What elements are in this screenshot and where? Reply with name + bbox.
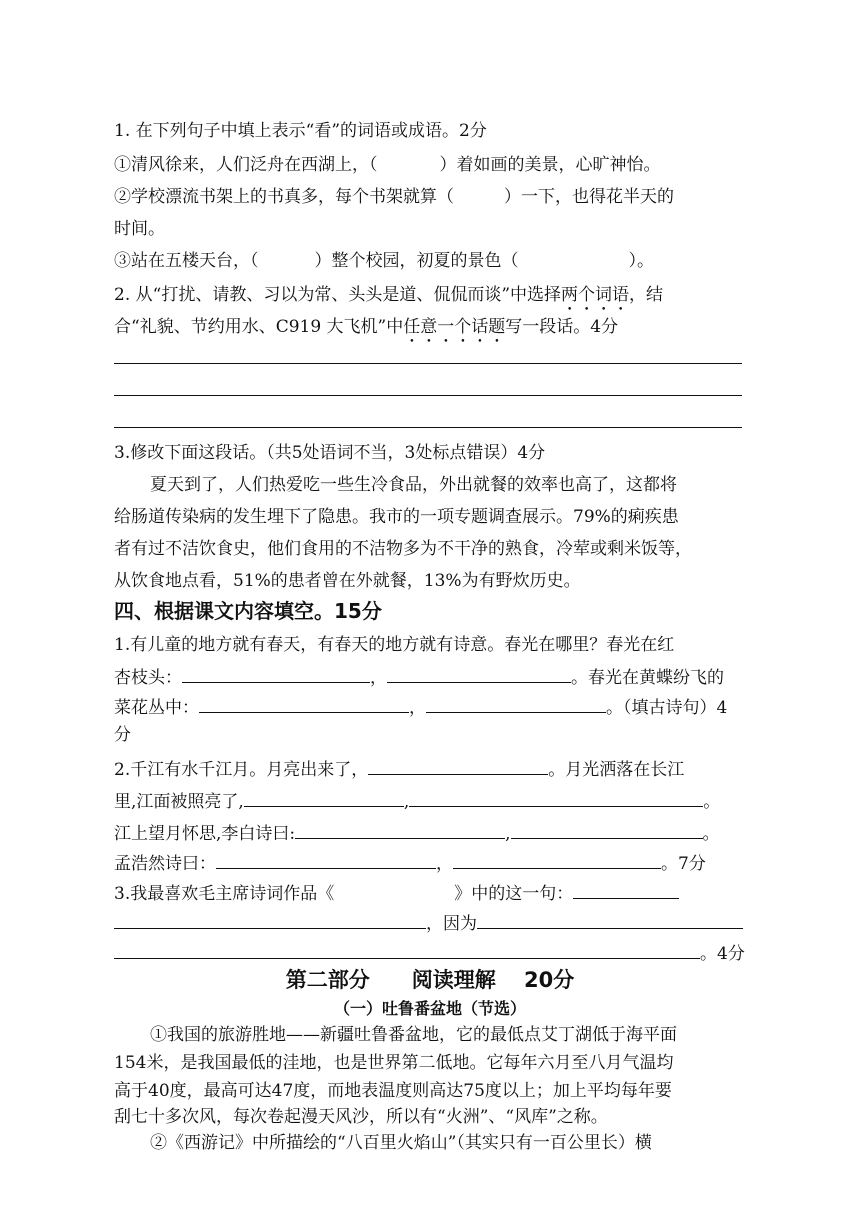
- s4-item2-line-4: [114, 850, 706, 875]
- s4-i3-l1-lead: 3.我最喜欢毛主席诗词作品《: [114, 884, 335, 904]
- s4-i1-blank-4[interactable]: [426, 694, 606, 713]
- s4-i2-blank-1[interactable]: [368, 756, 548, 775]
- s4-i2-l4-lead: 孟浩然诗曰：: [114, 854, 216, 874]
- s4-i2-blank-3[interactable]: [409, 788, 703, 807]
- s4-i2-l3-lead: 江上望月怀思,李白诗曰:: [114, 824, 296, 844]
- s4-i1-l2-label: 杏枝头：: [114, 668, 182, 688]
- q1-s3-part-b: ）整个校园，初夏的景色（: [314, 251, 519, 271]
- q3-paragraph-line-2: 给肠道传染病的发生埋下了隐患。我市的一项专题调查展示。79%的痢疾患: [114, 507, 679, 527]
- s4-i2-blank-2[interactable]: [244, 788, 404, 807]
- s4-i1-blank-3[interactable]: [199, 694, 409, 713]
- q3-paragraph-line-1: 夏天到了，人们热爱吃一些生冷食品，外出就餐的效率也高了，这都将: [150, 475, 677, 495]
- s4-i3-l1-mid: 》中的这一句：: [454, 884, 574, 904]
- q1-title: 1. 在下列句子中填上表示“看”的词语或成语。2分: [114, 121, 487, 141]
- q2-emphasis-two-words: 两个词语: [561, 285, 630, 305]
- s4-i2-l3-tail: 。: [702, 824, 720, 844]
- s4-i2-l2-comma: ,: [403, 792, 410, 812]
- s4-i2-blank-7[interactable]: [453, 850, 661, 869]
- q1-sentence-2: [114, 186, 674, 208]
- s4-item3-line-3: [114, 940, 745, 965]
- s4-item2-line-3: [114, 820, 720, 845]
- q1-s3-part-c: ）。: [628, 251, 654, 271]
- s4-i1-blank-1[interactable]: [182, 664, 370, 683]
- passage-p2-line-1: ②《西游记》中所描绘的“八百里火焰山”（其实只有一百公里长）横: [150, 1133, 652, 1153]
- q2-writing-line-3[interactable]: [114, 427, 742, 428]
- q1-s1-part-b: ）着如画的美景，心旷神怡。: [439, 155, 661, 175]
- q2-line2-part-b: 写一段话。4分: [505, 317, 619, 337]
- s4-i2-blank-6[interactable]: [216, 850, 436, 869]
- q2-line-1: [114, 284, 663, 315]
- s4-i1-l3-label: 菜花丛中：: [114, 698, 199, 718]
- q1-sentence-2-cont: 时间。: [114, 219, 165, 239]
- q3-paragraph-line-3: 者有过不洁饮食史，他们食用的不洁物多为不干净的熟食，冷荤或剩米饭等，: [114, 539, 692, 559]
- s4-i2-l1-lead: 2.千江有水千江月。月亮出来了，: [114, 760, 369, 780]
- q3-paragraph-line-4: 从饮食地点看，51%的患者曾在外就餐，13%为有野炊历史。: [114, 571, 581, 591]
- s4-item1-line-3: [114, 694, 727, 719]
- q1-s1-part-a: ①清风徐来，人们泛舟在西湖上，（: [114, 155, 378, 175]
- s4-i3-l3-tail: 。4分: [700, 944, 745, 964]
- s4-i1-blank-2[interactable]: [387, 664, 571, 683]
- passage-p1-line-1: ①我国的旅游胜地——新疆吐鲁番盆地，它的最低点艾丁湖低于海平面: [150, 1025, 677, 1045]
- q2-writing-line-2[interactable]: [114, 395, 742, 396]
- q2-line2-part-a: 合“礼貌、节约用水、C919 大飞机”中: [114, 317, 404, 337]
- q2-line1-part-a: 2. 从“打扰、请教、习以为常、头头是道、侃侃而谈”中选择: [114, 285, 562, 305]
- s4-i2-l4-tail: 。7分: [661, 854, 706, 874]
- q1-s3-part-a: ③站在五楼天台，（: [114, 251, 259, 271]
- s4-item2-line-2: [114, 788, 720, 813]
- s4-i1-l3-tail: 。（填古诗句）4: [606, 698, 728, 718]
- s4-i2-blank-4[interactable]: [295, 820, 505, 839]
- s4-i1-l2-tail: 。春光在黄蝶纷飞的: [571, 668, 724, 688]
- s4-i3-blank-3[interactable]: [477, 910, 743, 929]
- s4-item1-line-1: 1.有儿童的地方就有春天，有春天的地方就有诗意。春光在哪里？春光在红: [114, 635, 675, 655]
- s4-i2-l3-comma: ,: [505, 824, 511, 844]
- q1-sentence-3: [114, 250, 654, 272]
- s4-i3-l2-because: ，因为: [426, 914, 477, 934]
- q2-line1-part-b: ，结: [629, 285, 664, 305]
- passage-p1-line-2: 154米，是我国最低的洼地，也是世界第二低地。它每年六月至八月气温均: [114, 1053, 674, 1073]
- s4-i2-l4-comma: ，: [436, 854, 453, 874]
- q1-s2-part-b: ）一下，也得花半天的: [504, 187, 674, 207]
- q1-sentence-1: [114, 154, 661, 176]
- q1-s2-part-a: ②学校漂流书架上的书真多，每个书架就算（: [114, 187, 454, 207]
- s4-item3-line-2: [114, 910, 743, 935]
- q2-emphasis-any-topic: 任意一个话题: [403, 317, 506, 337]
- passage-p1-line-3: 高于40度，最高可达47度，而地表温度则高达75度以上；加上平均每年要: [114, 1081, 672, 1101]
- s4-i3-blank-1[interactable]: [573, 880, 679, 899]
- q2-line-2: [114, 316, 618, 347]
- s4-i1-l2-comma: ，: [370, 668, 387, 688]
- s4-i1-l3-comma: ，: [409, 698, 426, 718]
- passage-p1-line-4: 刮七十多次风，每次卷起漫天风沙，所以有“火洲”、“风库”之称。: [114, 1107, 608, 1127]
- q2-writing-line-1[interactable]: [114, 363, 742, 364]
- s4-i2-blank-5[interactable]: [511, 820, 703, 839]
- s4-i3-blank-4[interactable]: [114, 940, 700, 959]
- part-2-heading: 第二部分 阅读理解 20分: [285, 968, 575, 992]
- s4-i2-l1-tail: 。月光洒落在长江: [548, 760, 685, 780]
- section-4-heading: 四、根据课文内容填空。15分: [114, 599, 382, 623]
- s4-item1-line-4: 分: [114, 725, 131, 745]
- s4-item3-line-1: [114, 880, 679, 905]
- q3-title: 3.修改下面这段话。（共5处语词不当，3处标点错误）4分: [114, 443, 546, 463]
- s4-item1-line-2: [114, 664, 724, 689]
- s4-item2-line-1: [114, 756, 684, 781]
- part-2-passage-title: （一）吐鲁番盆地（节选）: [333, 999, 526, 1018]
- s4-i2-l2-lead: 里,江面被照亮了,: [114, 792, 244, 812]
- s4-i3-blank-2[interactable]: [114, 910, 426, 929]
- s4-i2-l2-tail: 。: [703, 792, 721, 812]
